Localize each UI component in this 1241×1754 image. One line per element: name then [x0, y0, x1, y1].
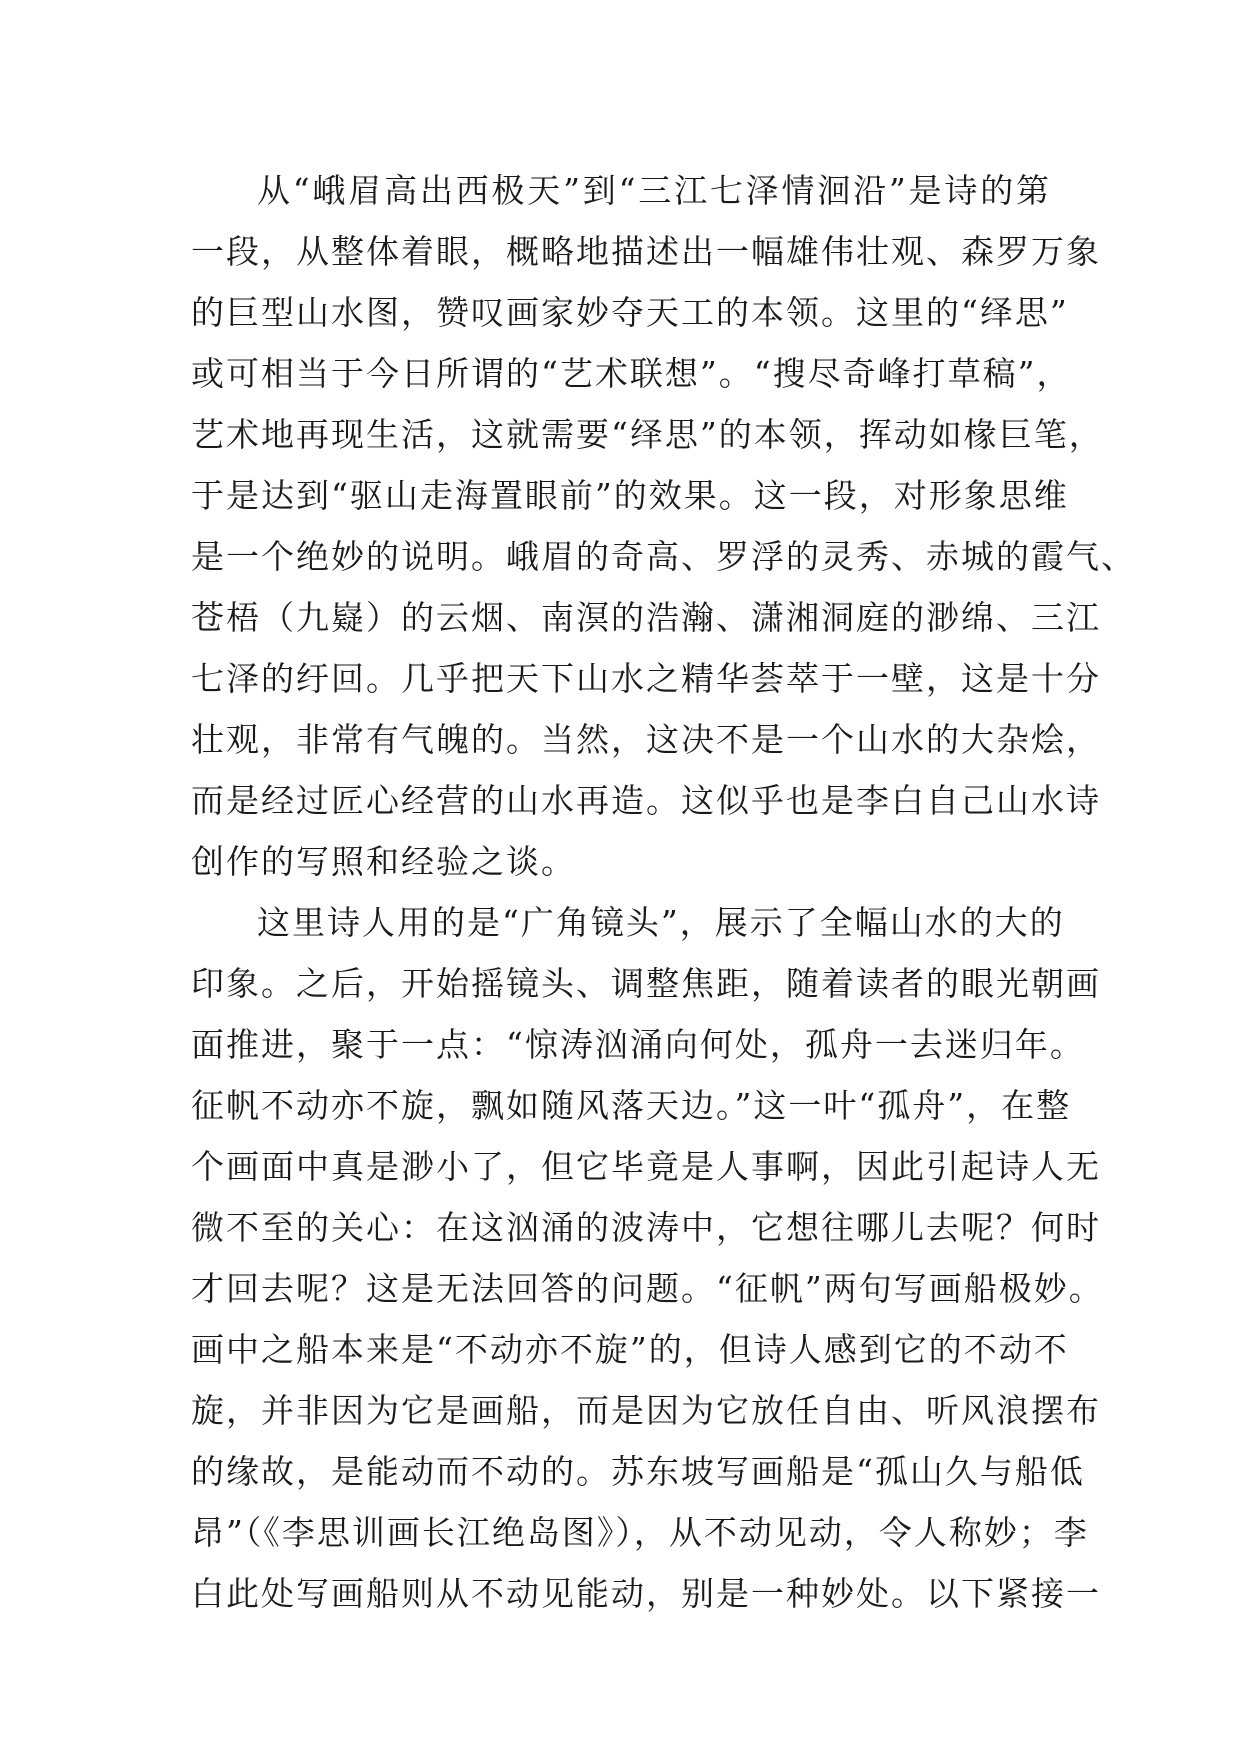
text-line: 旋，并非因为它是画船，而是因为它放任自由、听风浪摆布	[191, 1391, 1101, 1430]
text-line: 才回去呢？这是无法回答的问题。“征帆”两句写画船极妙。	[191, 1269, 1104, 1308]
text-line: 的缘故，是能动而不动的。苏东坡写画船是“孤山久与船低	[191, 1452, 1085, 1491]
text-line: 艺术地再现生活，这就需要“绎思”的本领，挥动如椽巨笔，	[191, 415, 1104, 454]
text-line: 苍梧（九嶷）的云烟、南溟的浩瀚、潇湘洞庭的渺绵、三江	[191, 598, 1101, 637]
text-line: 这里诗人用的是“广角镜头”，展示了全幅山水的大的	[257, 903, 1065, 942]
text-line: 七泽的纡回。几乎把天下山水之精华荟萃于一壁，这是十分	[191, 659, 1101, 698]
text-line: 创作的写照和经验之谈。	[191, 842, 576, 881]
text-line: 个画面中真是渺小了，但它毕竟是人事啊，因此引起诗人无	[191, 1147, 1101, 1186]
text-line: 的巨型山水图，赞叹画家妙夺天工的本领。这里的“绎思”	[191, 293, 1069, 332]
text-line: 而是经过匠心经营的山水再造。这似乎也是李白自己山水诗	[191, 781, 1101, 820]
text-line: 印象。之后，开始摇镜头、调整焦距，随着读者的眼光朝画	[191, 964, 1101, 1003]
text-line: 画中之船本来是“不动亦不旋”的，但诗人感到它的不动不	[191, 1330, 1069, 1369]
text-line: 从“峨眉高出西极天”到“三江七泽情洄沿”是诗的第	[257, 171, 1051, 210]
text-line: 壮观，非常有气魄的。当然，这决不是一个山水的大杂烩，	[191, 720, 1101, 759]
text-line: 是一个绝妙的说明。峨眉的奇高、罗浮的灵秀、赤城的霞气、	[191, 537, 1136, 576]
text-line: 征帆不动亦不旋，飘如随风落天边。”这一叶“孤舟”，在整	[191, 1086, 1072, 1125]
text-line: 白此处写画船则从不动见能动，别是一种妙处。以下紧接一	[191, 1574, 1101, 1613]
text-line: 或可相当于今日所谓的“艺术联想”。“搜尽奇峰打草稿”，	[191, 354, 1072, 393]
paragraph-2	[191, 892, 1104, 1624]
body-text	[191, 160, 1136, 1624]
text-line: 面推进，聚于一点：“惊涛汹涌向何处，孤舟一去迷归年。	[191, 1025, 1085, 1064]
text-line: 于是达到“驱山走海置眼前”的效果。这一段，对形象思维	[191, 476, 1069, 515]
paragraph-1	[191, 160, 1136, 892]
text-line: 一段，从整体着眼，概略地描述出一幅雄伟壮观、森罗万象	[191, 232, 1101, 271]
text-line: 微不至的关心：在这汹涌的波涛中，它想往哪儿去呢？何时	[191, 1208, 1101, 1247]
text-line: 昂”（《李思训画长江绝岛图》），从不动见动，令人称妙；李	[191, 1513, 1089, 1552]
